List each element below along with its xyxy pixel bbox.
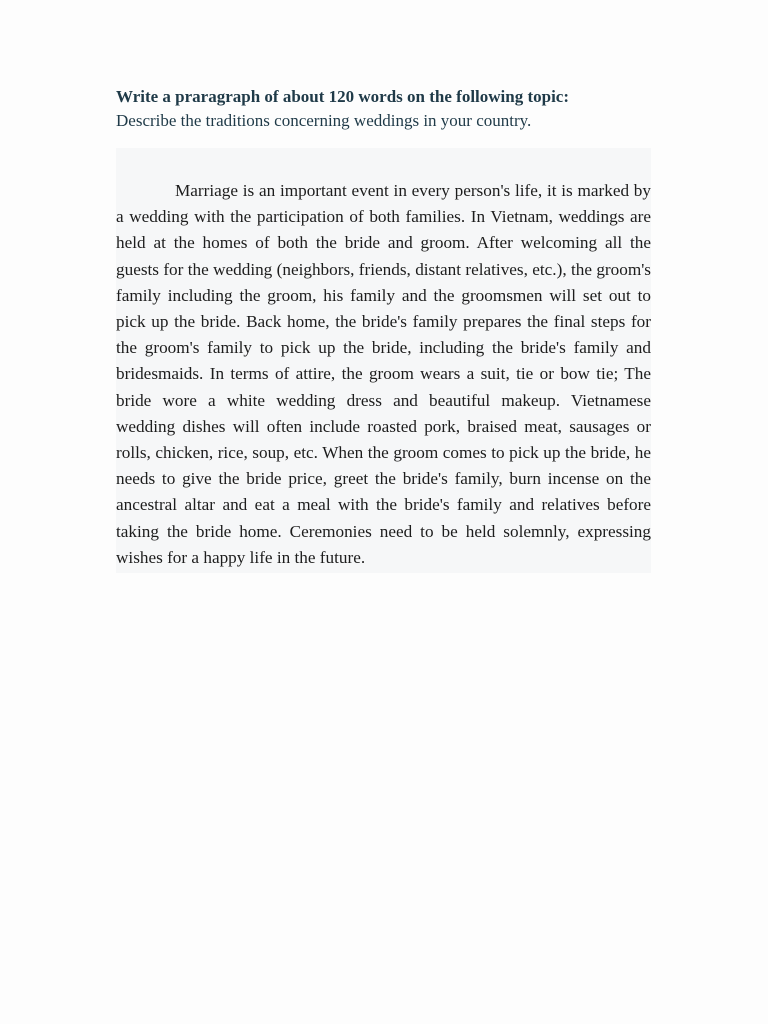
prompt-subtitle: Describe the traditions concerning weddings in your country.: [116, 111, 532, 130]
document-page: [116, 86, 651, 573]
answer-box: [116, 148, 651, 573]
answer-paragraph: Marriage is an important event in every person's life, it is marked by a wedding with the participation of both families. In Vietnam, weddings are held at the homes of both the bride and groom. After welcoming all the guests for the wedding (neighbors, friends, distant relatives, etc.), the groom's family including the groom, his family and the groomsmen will set out to pick up the bride. Back home, the bride's family prepares the final steps for the groom's family to pick up the bride, including the bride's family and bridesmaids. In terms of attire, the groom wears a suit, tie or bow tie; The bride wore a white wedding dress and beautiful makeup. Vietnamese wedding dishes will often include roasted pork, braised meat, sausages or rolls, chicken, rice, soup, etc. When the groom comes to pick up the bride, he needs to give the bride price, greet the bride's family, burn incense on the ancestral altar and eat a meal with the bride's family and relatives before taking the bride home. Ceremonies need to be held solemnly, expressing wishes for a happy life in the future.: [116, 181, 651, 567]
prompt-title: Write a prаragraph of about 120 words on the following topic:: [116, 87, 570, 106]
